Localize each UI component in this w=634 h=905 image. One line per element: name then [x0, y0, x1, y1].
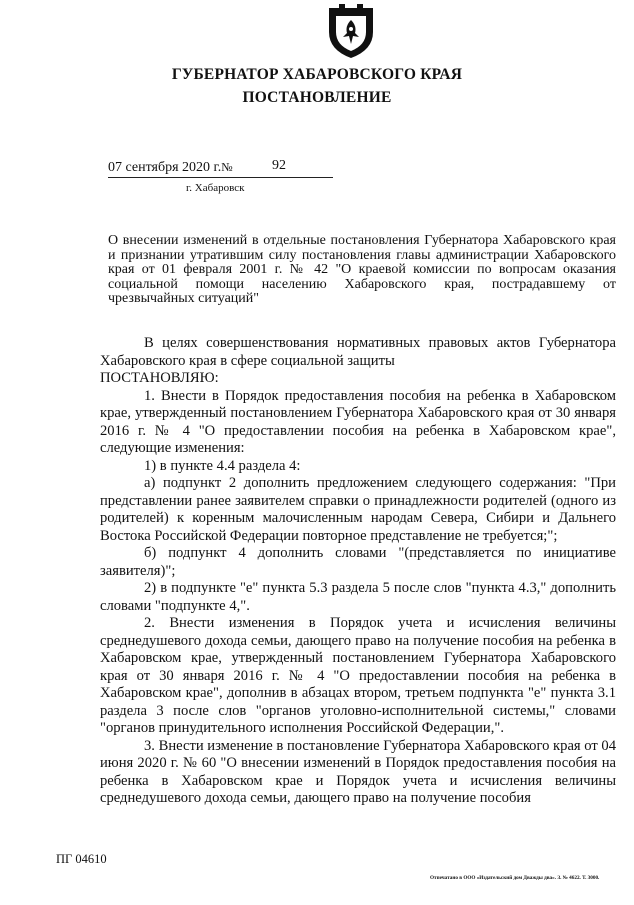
authority-title: ГУБЕРНАТОР ХАБАРОВСКОГО КРАЯ: [171, 66, 463, 83]
khabarovsk-coat-of-arms-icon: [326, 2, 376, 60]
paragraph-1-1-b: б) подпункт 4 дополнить словами "(представляется по инициативе заявителя)";: [100, 545, 616, 579]
paragraph-1-1: 1) в пункте 4.4 раздела 4:: [144, 457, 301, 474]
paragraph-1-1-a: а) подпункт 2 дополнить предложением следующего содержания: "При представлении ранее заявителем справки о принадлежности родителей (одного из родителей) к коренным малочисленным народам Севера, Сибири и Дальнего Востока Российской Федерации повторное представление не требуется;";: [100, 475, 616, 544]
form-code: ПГ 04610: [56, 852, 107, 866]
city: г. Хабаровск: [186, 182, 245, 194]
paragraph-1: 1. Внести в Порядок предоставления пособия на ребенка в Хабаровском крае, утвержденный постановлением Губернатора Хабаровского края от 30 января 2016 г. № 4 "О предоставлении пособия на ребенка в Хабаровском крае", следующие изменения:: [100, 387, 616, 456]
preamble: В целях совершенствования нормативных правовых актов Губернатора Хабаровского края в сфере социальной защиты: [100, 335, 616, 369]
document-subject: О внесении изменений в отдельные постановления Губернатора Хабаровского края и признании утратившим силу постановления главы администрации Хабаровского края от 01 февраля 2001 г. № 42 "О краевой комиссии по вопросам оказания социальной помощи населению Хабаровского края, пострадавшему от чрезвычайных ситуаций": [108, 233, 616, 306]
date-underline: [108, 177, 333, 178]
paragraph-1-2: 2) в подпункте "е" пункта 5.3 раздела 5 после слов "пункта 4.3," дополнить словами "подпункте 4,".: [100, 580, 616, 614]
paragraph-2: 2. Внести изменения в Порядок учета и исчисления величины среднедушевого дохода семьи, дающего право на получение пособия на ребенка в Хабаровском крае, утвержденный постановлением Губернатора Хабаровского края от 30 января 2016 г. № 4 "О предоставлении пособия на ребенка в Хабаровском крае", дополнив в абзацах втором, третьем подпункта "е" пункта 3.1 раздела 3 после слов "органов уголовно-исполнительной системы," словами "органов принудительного исполнения Российской Федерации,".: [100, 615, 616, 736]
document-body: [100, 335, 616, 808]
document-date: 07 сентября 2020 г.: [108, 160, 222, 175]
document-type: ПОСТАНОВЛЕНИЕ: [242, 89, 392, 106]
date-line: [108, 158, 286, 176]
printer-imprint: Отпечатано в ООО «Издательский дом Дважды два». З. № 4622. Т. 3000.: [430, 875, 600, 881]
resolve-word: ПОСТАНОВЛЯЮ:: [100, 370, 219, 386]
paragraph-3: 3. Внести изменение в постановление Губернатора Хабаровского края от 04 июня 2020 г. № 60 "О внесении изменений в Порядок предоставления пособия на ребенка в Хабаровском крае и Порядок учета и исчисления величины среднедушевого дохода семьи, дающего право на получение пособия: [100, 737, 617, 806]
number-sign: №: [221, 160, 233, 174]
document-number: 92: [272, 158, 286, 173]
